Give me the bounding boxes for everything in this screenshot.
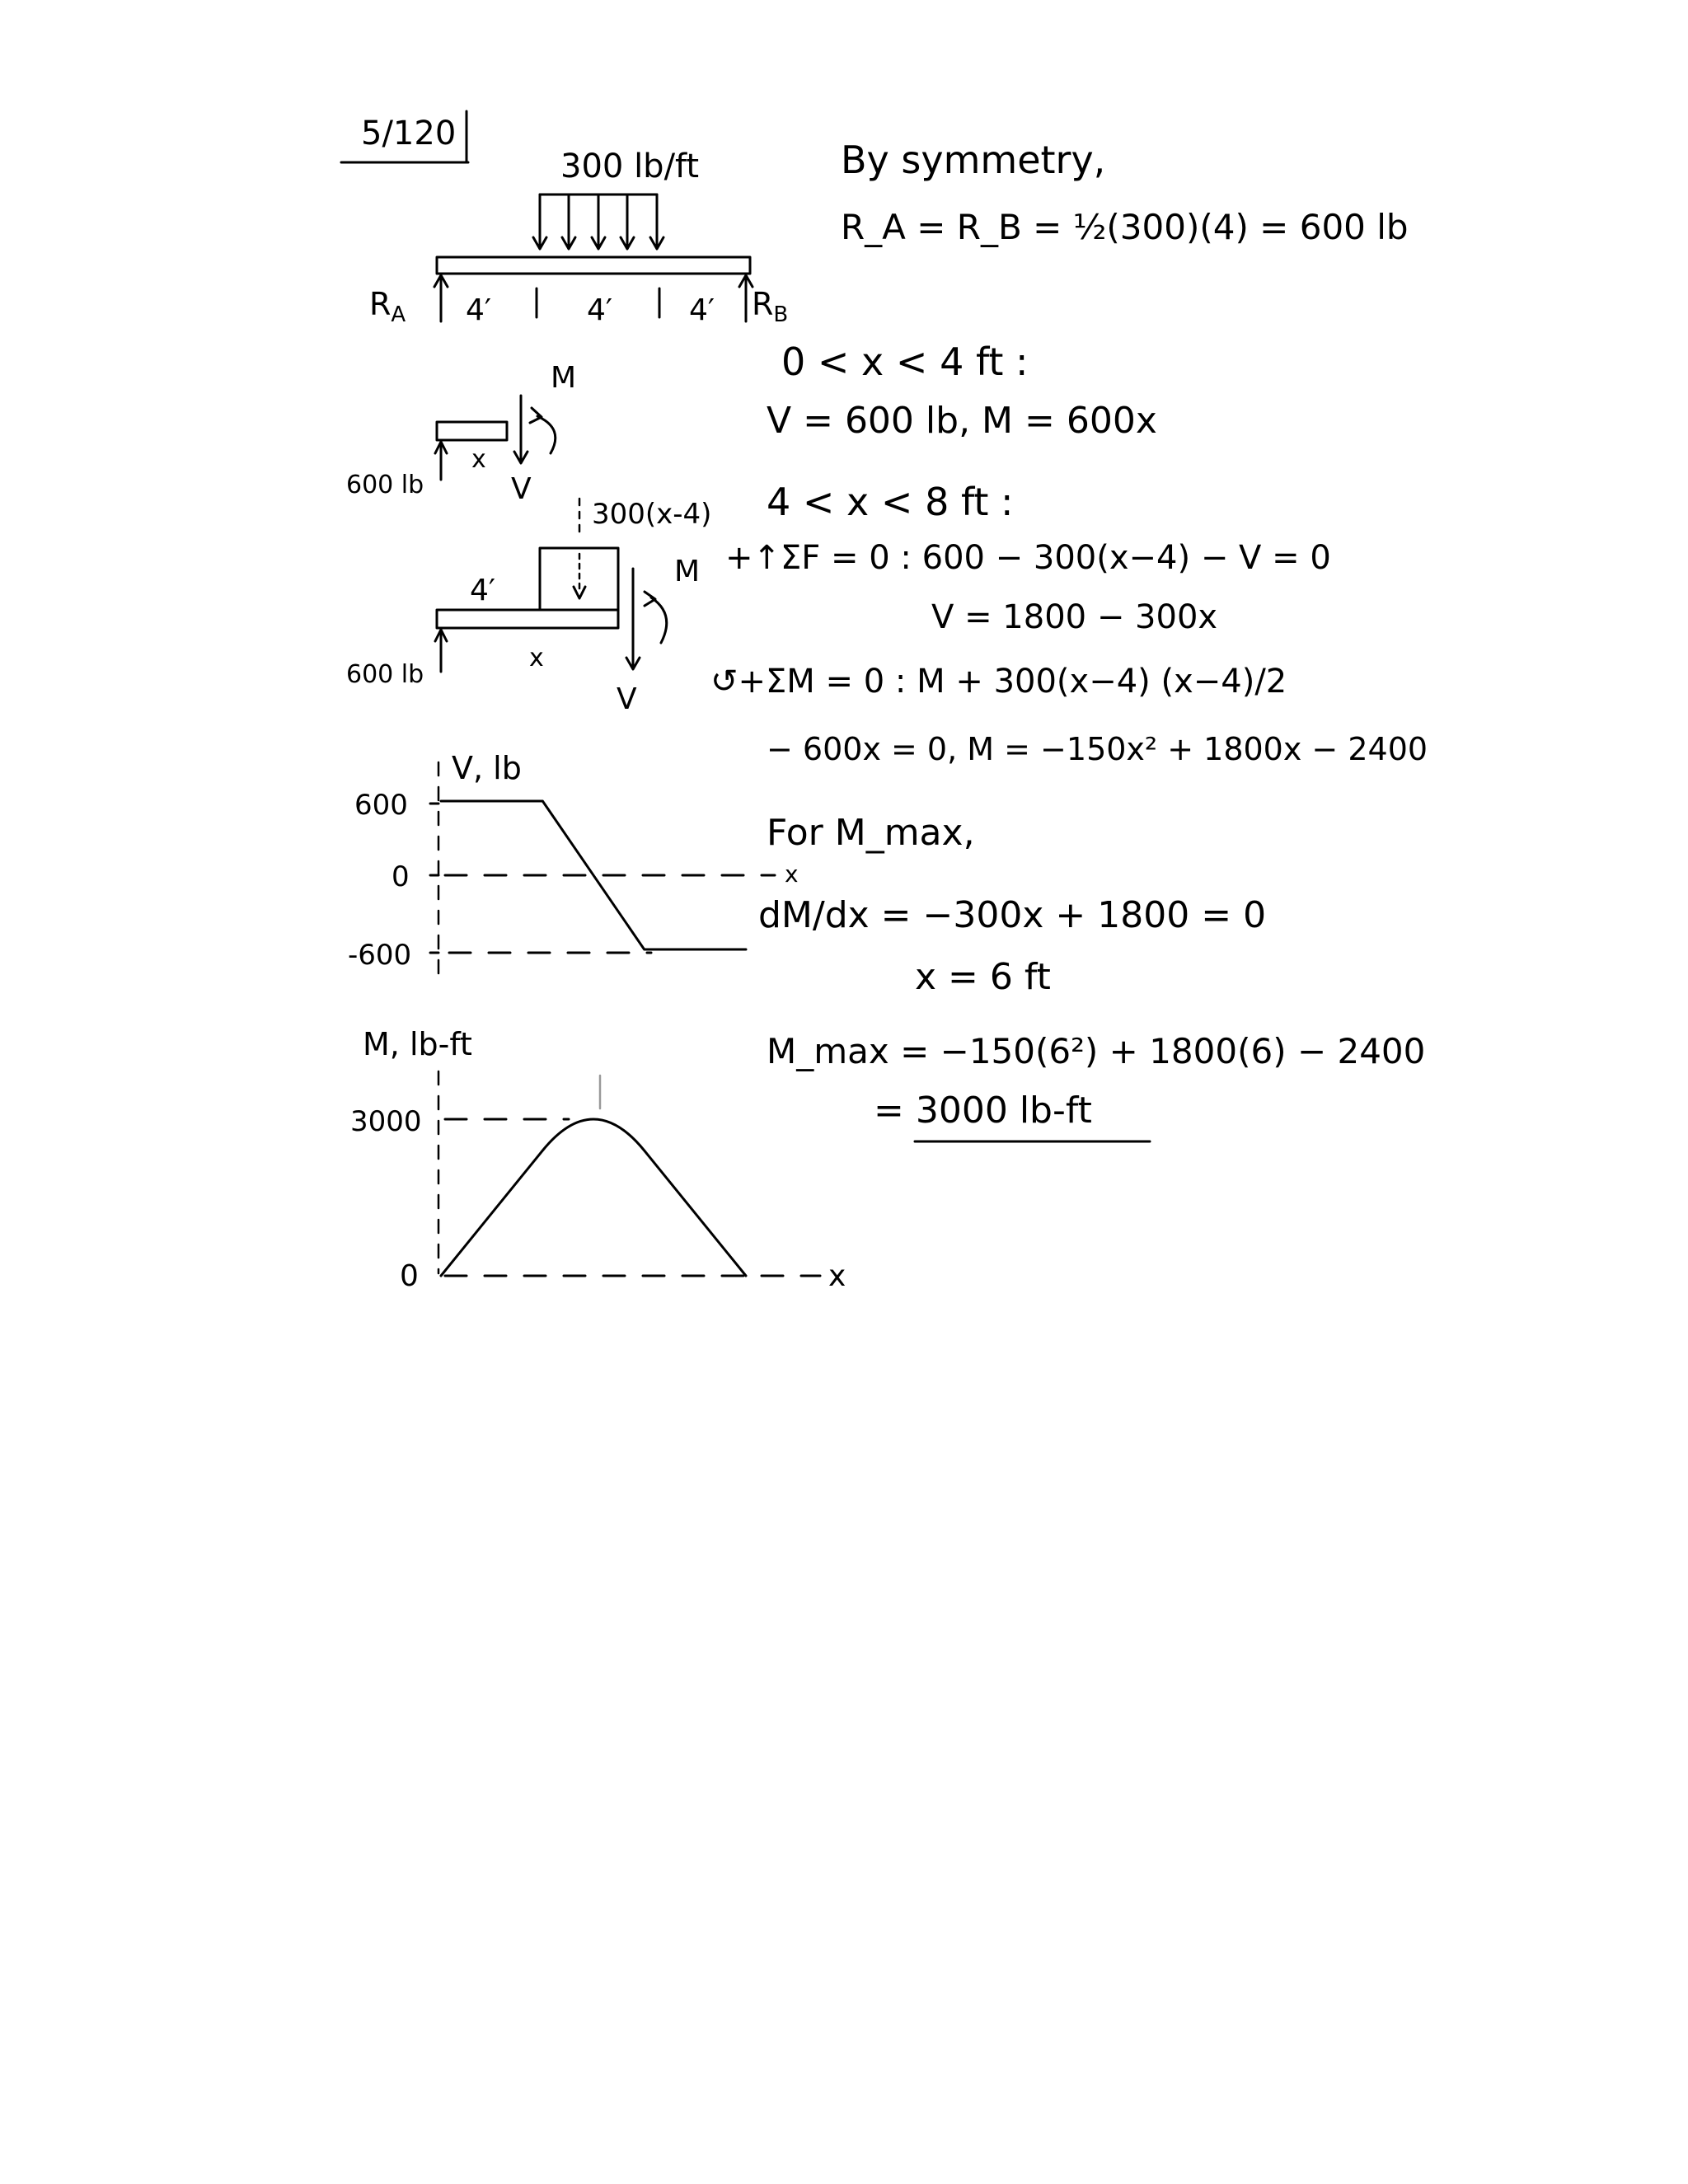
fbd2-length: 4′ <box>470 574 496 607</box>
moment-expression: − 600x = 0, M = −150x² + 1800x − 2400 <box>767 731 1428 767</box>
shear-diagram <box>348 750 799 981</box>
reaction-a-label: $R_A$ <box>369 286 406 327</box>
span-label-3: 4′ <box>689 293 715 327</box>
symmetry-note: By symmetry, <box>841 138 1106 182</box>
mmax-intro: For M_max, <box>767 812 975 854</box>
distributed-load-arrows <box>533 194 663 249</box>
mmax-equation: M_max = −150(6²) + 1800(6) − 2400 <box>767 1031 1426 1071</box>
equation-1: V = 600 lb, M = 600x <box>767 400 1157 442</box>
reaction-b-label: $R_B$ <box>752 286 789 327</box>
shear-equation: V = 1800 − 300x <box>931 598 1218 636</box>
beam <box>437 257 750 274</box>
moment-title: M, lb-ft <box>363 1026 472 1062</box>
shear-tick-600: 600 <box>354 789 408 822</box>
solution-text <box>710 138 1428 1141</box>
fbd2-load: 300(x-4) <box>592 498 712 531</box>
fbd2-moment: M <box>674 555 701 588</box>
fbd2-shear: V <box>617 682 637 716</box>
reaction-equation: R_A = R_B = ½(300)(4) = 600 lb <box>841 207 1409 247</box>
beam-diagram <box>369 148 788 327</box>
shear-x-axis: x <box>785 860 799 888</box>
moment-tick-3000: 3000 <box>350 1105 422 1138</box>
span-label-2: 4′ <box>587 293 613 327</box>
x-value: x = 6 ft <box>915 956 1051 998</box>
fbd1-shear: V <box>511 472 532 506</box>
range-1: 0 < x < 4 ft : <box>781 340 1029 384</box>
fbd1-reaction: 600 lb <box>346 471 424 499</box>
derivative-equation: dM/dx = −300x + 1800 = 0 <box>758 894 1267 936</box>
fbd1-x: x <box>471 445 486 474</box>
shear-tick-0: 0 <box>392 860 410 893</box>
span-label-1: 4′ <box>466 293 492 327</box>
fbd1-moment: M <box>551 361 577 395</box>
svg-text:5/120: 5/120 <box>361 115 457 152</box>
moment-x-axis: x <box>828 1259 846 1293</box>
mmax-result: = 3000 lb-ft <box>874 1090 1092 1132</box>
fbd-section-1 <box>346 361 576 506</box>
problem-number <box>341 111 468 162</box>
range-2: 4 < x < 8 ft : <box>767 480 1014 524</box>
shear-title: V, lb <box>452 750 522 786</box>
moment-curve <box>441 1119 746 1276</box>
fbd2-reaction: 600 lb <box>346 660 424 689</box>
moment-equation: ↺+ΣM = 0 : M + 300(x−4) (x−4)/2 <box>710 663 1287 701</box>
force-equation: +↑ΣF = 0 : 600 − 300(x−4) − V = 0 <box>725 539 1331 577</box>
fbd-section-2 <box>346 498 711 716</box>
shear-tick-neg600: -600 <box>348 939 412 972</box>
moment-tick-0: 0 <box>400 1259 419 1293</box>
load-label: 300 lb/ft <box>560 148 700 185</box>
fbd2-x: x <box>529 644 544 673</box>
